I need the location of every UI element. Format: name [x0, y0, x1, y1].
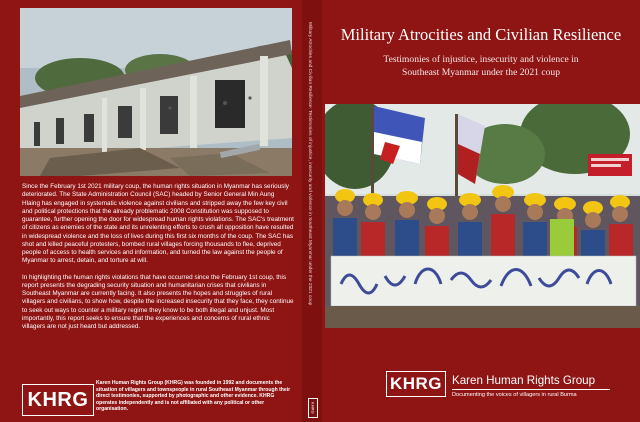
bombed-building-photo — [20, 8, 292, 176]
subtitle-line-2: Southeast Myanmar under the 2021 coup — [402, 66, 560, 78]
organization-name: Karen Human Rights Group — [452, 374, 596, 387]
back-cover — [0, 0, 302, 422]
organization-divider — [452, 389, 610, 390]
khrg-about-text: Karen Human Rights Group (KHRG) was founded in 1992 and documents the situation of villagers and townspeople in rural Southeast Myanmar through their direct testimonies, supported by photographic and other evidence. KHRG operates independently and is not affiliated with any political or other organisation. — [96, 380, 291, 413]
khrg-logo-front: KHRG — [386, 371, 446, 397]
summary-paragraph-2: In highlighting the human rights violations that have occurred since the February 1st coup, this report presents the degrading security situation and humanitarian crises that civilians in Southeast Myanmar are currently facing. It also presents the hopes and struggles of rural villagers and civilians, to show how, despite the increased insecurity that they face, they continue to seek out ways to counter a military regime they know to be both illegal and unjust. Most importantly, this report seeks to ensure that the experiences and concerns of rural ethnic villagers are not just heard but addressed. — [22, 273, 294, 330]
protest-illustration — [325, 104, 640, 328]
spine-title: Military Atrocities and Civilian Resilience: Testimonies of injustice, insecurity and violence in Southeast Myanmar under the 2021 coup — [307, 22, 312, 306]
report-title: Military Atrocities and Civilian Resilience — [340, 25, 622, 44]
protest-photo — [325, 104, 640, 328]
front-cover — [322, 0, 640, 422]
organization-tagline: Documenting the voices of villagers in rural Burma — [452, 392, 577, 398]
bombed-building-illustration — [20, 8, 292, 176]
report-subtitle — [350, 54, 612, 80]
spine — [302, 0, 322, 422]
khrg-logo-back: KHRG — [22, 384, 94, 416]
summary-paragraph-1: Since the February 1st 2021 military coup, the human rights situation in Myanmar has seriously deteriorated. The State Administration Council (SAC) headed by Senior General Min Aung Hlaing has engaged in systematic violence against civilians and stripped away the few key civil and political protections that the already problematic 2008 Constitution was supposed to guarantee, further opening the door for widespread human rights violations. The SAC's treatment of citizens as enemies of the state and its unrelenting efforts to crush all opposition have resulted in widespread violence and the loss of lives during this first six months of the coup. The SAC has shot and killed peaceful protesters, bombed rural villages forcing thousands to flee, deprived people of access to health services and information, and turned the law against the people of Myanmar to arrest, detain, and torture at will. — [22, 183, 294, 265]
subtitle-line-1: Testimonies of injustice, insecurity and violence in — [383, 54, 579, 65]
khrg-logo-spine: KHRG — [308, 398, 318, 418]
back-cover-summary — [22, 183, 294, 339]
